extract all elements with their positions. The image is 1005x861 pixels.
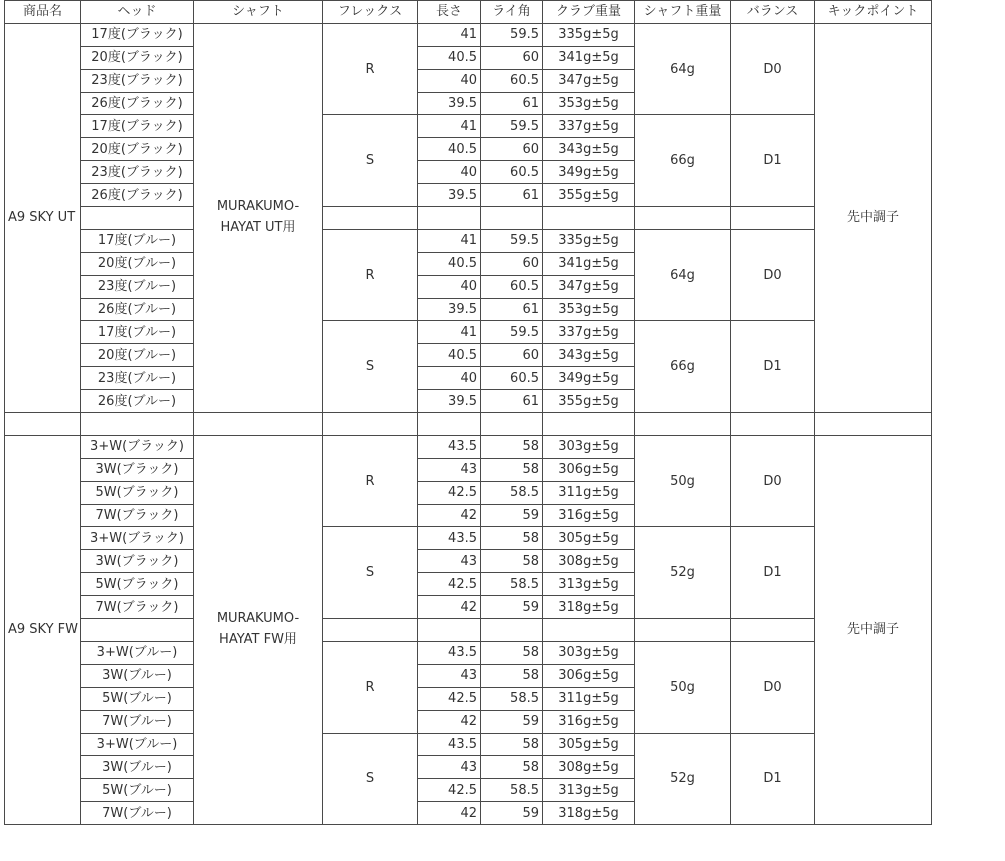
empty-cell [418,207,481,230]
col-header-head: ヘッド [81,1,194,24]
lie-angle-cell: 60.5 [481,367,543,390]
club-weight-cell: 316g±5g [543,504,635,527]
club-weight-cell: 306g±5g [543,664,635,687]
table-row [5,229,932,252]
lie-angle-cell: 59.5 [481,321,543,344]
length-cell: 42 [418,504,481,527]
length-cell: 40 [418,69,481,92]
col-header-club-weight: クラブ重量 [543,1,635,24]
club-weight-cell: 335g±5g [543,23,635,46]
head-cell: 20度(ブルー) [81,344,194,367]
empty-cell [194,413,323,436]
empty-cell [543,619,635,642]
table-row [5,321,932,344]
club-weight-cell: 353g±5g [543,298,635,321]
head-cell: 20度(ブルー) [81,252,194,275]
head-cell: 17度(ブラック) [81,23,194,46]
head-cell: 5W(ブラック) [81,573,194,596]
col-header-balance: バランス [731,1,815,24]
lie-angle-cell: 60.5 [481,161,543,184]
head-cell: 23度(ブルー) [81,275,194,298]
shaft-name: MURAKUMO-HAYAT UT用 [194,23,323,412]
head-cell: 7W(ブルー) [81,710,194,733]
lie-angle-cell: 59 [481,596,543,619]
empty-cell [418,413,481,436]
flex-cell: S [323,321,418,413]
empty-cell [635,207,731,230]
balance-cell: D1 [731,733,815,825]
col-header-kick-point: キックポイント [815,1,932,24]
club-weight-cell: 305g±5g [543,527,635,550]
length-cell: 43 [418,550,481,573]
table-body [5,23,932,824]
head-cell: 20度(ブラック) [81,138,194,161]
lie-angle-cell: 58.5 [481,779,543,802]
head-cell: 3W(ブラック) [81,550,194,573]
empty-cell [635,413,731,436]
balance-cell: D1 [731,115,815,207]
col-header-length: 長さ [418,1,481,24]
head-cell: 26度(ブラック) [81,184,194,207]
length-cell: 39.5 [418,184,481,207]
length-cell: 39.5 [418,92,481,115]
empty-cell [323,413,418,436]
balance-cell: D0 [731,23,815,115]
club-weight-cell: 347g±5g [543,275,635,298]
empty-cell [5,413,81,436]
head-cell: 17度(ブルー) [81,321,194,344]
length-cell: 41 [418,115,481,138]
length-cell: 43 [418,756,481,779]
empty-cell [543,413,635,436]
lie-angle-cell: 58 [481,756,543,779]
head-cell: 3+W(ブラック) [81,527,194,550]
head-cell: 5W(ブルー) [81,779,194,802]
table-row [5,115,932,138]
empty-cell [635,619,731,642]
head-cell: 5W(ブラック) [81,481,194,504]
lie-angle-cell: 58 [481,664,543,687]
lie-angle-cell: 60.5 [481,275,543,298]
shaft-weight-cell: 52g [635,733,731,825]
head-cell: 3W(ブルー) [81,756,194,779]
head-cell: 23度(ブルー) [81,367,194,390]
empty-cell [323,619,418,642]
table-row [5,23,932,46]
lie-angle-cell: 58 [481,435,543,458]
head-cell: 3W(ブラック) [81,458,194,481]
lie-angle-cell: 58.5 [481,481,543,504]
lie-angle-cell: 58 [481,641,543,664]
club-weight-cell: 349g±5g [543,367,635,390]
length-cell: 42 [418,802,481,825]
lie-angle-cell: 58 [481,550,543,573]
head-cell: 3+W(ブルー) [81,641,194,664]
club-weight-cell: 318g±5g [543,802,635,825]
empty-cell [731,413,815,436]
club-weight-cell: 343g±5g [543,344,635,367]
lie-angle-cell: 60 [481,138,543,161]
club-weight-cell: 305g±5g [543,733,635,756]
length-cell: 43.5 [418,435,481,458]
product-name: A9 SKY FW [5,435,81,824]
length-cell: 42.5 [418,573,481,596]
lie-angle-cell: 58.5 [481,687,543,710]
head-cell: 7W(ブラック) [81,504,194,527]
table-row [5,435,932,458]
length-cell: 39.5 [418,298,481,321]
shaft-name: MURAKUMO-HAYAT FW用 [194,435,323,824]
table-row [5,733,932,756]
flex-cell: S [323,115,418,207]
club-weight-cell: 341g±5g [543,46,635,69]
empty-cell [481,413,543,436]
kick-point-cell: 先中調子 [815,23,932,412]
empty-cell [543,207,635,230]
head-cell: 3W(ブルー) [81,664,194,687]
flex-cell: R [323,23,418,115]
product-name: A9 SKY UT [5,23,81,412]
club-weight-cell: 347g±5g [543,69,635,92]
table-row [5,641,932,664]
kick-point-cell: 先中調子 [815,435,932,824]
header-row [5,1,932,24]
balance-cell: D1 [731,527,815,619]
club-weight-cell: 343g±5g [543,138,635,161]
club-weight-cell: 316g±5g [543,710,635,733]
length-cell: 43 [418,664,481,687]
lie-angle-cell: 59 [481,802,543,825]
shaft-weight-cell: 50g [635,641,731,733]
head-cell: 3+W(ブラック) [81,435,194,458]
head-cell: 26度(ブルー) [81,298,194,321]
length-cell: 42.5 [418,481,481,504]
length-cell: 39.5 [418,390,481,413]
group-separator-row [5,413,932,436]
shaft-weight-cell: 64g [635,23,731,115]
lie-angle-cell: 59.5 [481,229,543,252]
length-cell: 40 [418,161,481,184]
lie-angle-cell: 58 [481,527,543,550]
head-cell: 7W(ブラック) [81,596,194,619]
club-weight-cell: 306g±5g [543,458,635,481]
lie-angle-cell: 60.5 [481,69,543,92]
club-weight-cell: 308g±5g [543,550,635,573]
length-cell: 42.5 [418,687,481,710]
shaft-weight-cell: 64g [635,229,731,321]
length-cell: 42 [418,710,481,733]
length-cell: 40 [418,275,481,298]
flex-cell: S [323,733,418,825]
length-cell: 43.5 [418,641,481,664]
club-weight-cell: 337g±5g [543,115,635,138]
club-weight-cell: 353g±5g [543,92,635,115]
lie-angle-cell: 61 [481,92,543,115]
length-cell: 42 [418,596,481,619]
length-cell: 40.5 [418,138,481,161]
lie-angle-cell: 58.5 [481,573,543,596]
group-middle-row [5,207,932,230]
club-weight-cell: 313g±5g [543,573,635,596]
flex-cell: S [323,527,418,619]
head-cell: 23度(ブラック) [81,161,194,184]
length-cell: 43.5 [418,733,481,756]
lie-angle-cell: 61 [481,298,543,321]
empty-cell [731,207,815,230]
balance-cell: D0 [731,435,815,527]
head-cell: 17度(ブラック) [81,115,194,138]
length-cell: 41 [418,321,481,344]
head-cell: 5W(ブルー) [81,687,194,710]
lie-angle-cell: 58 [481,458,543,481]
shaft-weight-cell: 52g [635,527,731,619]
club-weight-cell: 349g±5g [543,161,635,184]
club-weight-cell: 311g±5g [543,687,635,710]
head-cell: 20度(ブラック) [81,46,194,69]
col-header-shaft: シャフト [194,1,323,24]
flex-cell: R [323,641,418,733]
lie-angle-cell: 58 [481,733,543,756]
lie-angle-cell: 61 [481,184,543,207]
length-cell: 40.5 [418,344,481,367]
lie-angle-cell: 60 [481,46,543,69]
length-cell: 40.5 [418,252,481,275]
length-cell: 42.5 [418,779,481,802]
shaft-weight-cell: 66g [635,321,731,413]
lie-angle-cell: 59.5 [481,115,543,138]
head-cell: 23度(ブラック) [81,69,194,92]
empty-cell [481,207,543,230]
flex-cell: R [323,435,418,527]
head-cell: 17度(ブルー) [81,229,194,252]
club-weight-cell: 341g±5g [543,252,635,275]
head-cell: 7W(ブルー) [81,802,194,825]
length-cell: 40.5 [418,46,481,69]
lie-angle-cell: 59.5 [481,23,543,46]
club-weight-cell: 303g±5g [543,641,635,664]
length-cell: 43 [418,458,481,481]
empty-cell [81,413,194,436]
empty-cell [481,619,543,642]
head-cell: 26度(ブラック) [81,92,194,115]
head-cell: 26度(ブルー) [81,390,194,413]
lie-angle-cell: 59 [481,710,543,733]
club-weight-cell: 335g±5g [543,229,635,252]
club-weight-cell: 318g±5g [543,596,635,619]
empty-cell [418,619,481,642]
club-weight-cell: 337g±5g [543,321,635,344]
lie-angle-cell: 61 [481,390,543,413]
empty-cell [81,207,194,230]
shaft-weight-cell: 50g [635,435,731,527]
flex-cell: R [323,229,418,321]
col-header-lie: ライ角 [481,1,543,24]
spec-table [4,0,932,825]
group-middle-row [5,619,932,642]
table-row [5,527,932,550]
length-cell: 41 [418,229,481,252]
club-weight-cell: 308g±5g [543,756,635,779]
balance-cell: D0 [731,229,815,321]
club-weight-cell: 355g±5g [543,184,635,207]
shaft-weight-cell: 66g [635,115,731,207]
empty-cell [323,207,418,230]
lie-angle-cell: 60 [481,252,543,275]
club-weight-cell: 303g±5g [543,435,635,458]
length-cell: 41 [418,23,481,46]
empty-cell [81,619,194,642]
club-weight-cell: 355g±5g [543,390,635,413]
col-header-flex: フレックス [323,1,418,24]
length-cell: 43.5 [418,527,481,550]
col-header-shaft-weight: シャフト重量 [635,1,731,24]
balance-cell: D1 [731,321,815,413]
empty-cell [731,619,815,642]
balance-cell: D0 [731,641,815,733]
head-cell: 3+W(ブルー) [81,733,194,756]
lie-angle-cell: 60 [481,344,543,367]
lie-angle-cell: 59 [481,504,543,527]
club-weight-cell: 311g±5g [543,481,635,504]
empty-cell [815,413,932,436]
club-weight-cell: 313g±5g [543,779,635,802]
length-cell: 40 [418,367,481,390]
col-header-product: 商品名 [5,1,81,24]
